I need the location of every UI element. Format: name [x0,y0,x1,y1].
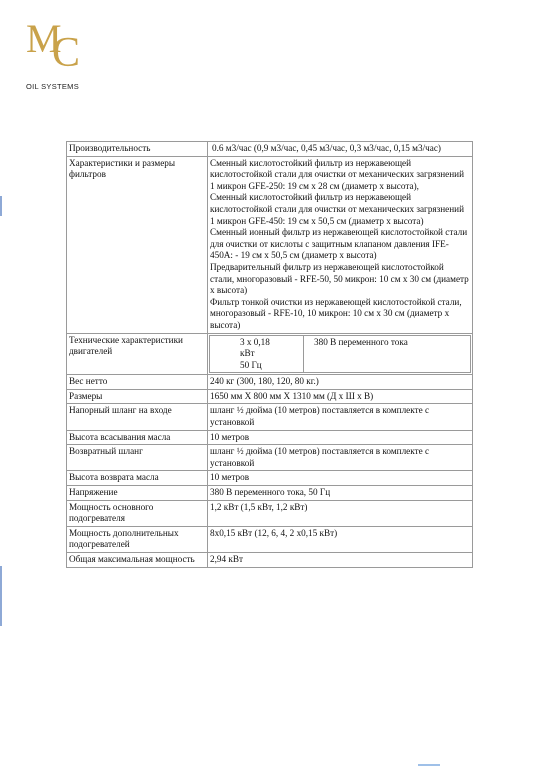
table-row [67,389,473,404]
filters-list [208,156,473,333]
spec-value: 1650 мм Х 800 мм Х 1310 мм (Д х Ш х В) [208,389,473,404]
motor-specs [208,333,473,375]
spec-value: 8х0,15 кВт (12, 6, 4, 2 х0,15 кВт) [208,526,473,552]
table-row [67,500,473,526]
spec-value: шланг ½ дюйма (10 метров) поставляется в комплекте с установкой [208,445,473,471]
table-row [67,333,473,375]
motor-power: 3 х 0,18 кВт 50 Гц [210,335,304,373]
filter-item: Сменный кислотостойкий фильтр из нержавеющей кислотостойкой стали для очистки от механических загрязнений 1 микрон GFE-250: 19 см х 28 см (диаметр х высота), [210,157,465,191]
spec-label: Вес нетто [67,375,208,390]
table-row [67,445,473,471]
table-row [67,471,473,486]
spec-value: 10 метров [208,471,473,486]
left-edge-mark [0,566,2,626]
bottom-edge-mark [418,764,440,766]
spec-label: Технические характеристики двигателей [67,333,208,375]
spec-label: Мощность основного подогревателя [67,500,208,526]
spec-value: 240 кг (300, 180, 120, 80 кг.) [208,375,473,390]
motor-subtable [209,335,471,374]
table-row [67,404,473,430]
table-row [67,156,473,333]
mc-monogram-logo [22,12,94,68]
spec-label: Напряжение [67,486,208,501]
spec-label: Производительность [67,142,208,157]
spec-label: Мощность дополнительных подогревателей [67,526,208,552]
spec-label: Возвратный шланг [67,445,208,471]
spec-value: 2,94 кВт [208,553,473,568]
table-row [67,486,473,501]
table-row [67,430,473,445]
spec-label: Высота всасывания масла [67,430,208,445]
spec-value: 0.6 м3/час (0,9 м3/час, 0,45 м3/час, 0,3 м3/час, 0,15 м3/час) [208,142,473,157]
filter-item: Предварительный фильтр из нержавеющей кислотостойкой стали, многоразовый - RFE-50, 50 микрон: 10 см х 30 см (диаметр х высота) [210,261,469,296]
spec-label: Напорный шланг на входе [67,404,208,430]
spec-value: шланг ½ дюйма (10 метров) поставляется в комплекте с установкой [208,404,473,430]
spec-value: 380 В переменного тока, 50 Гц [208,486,473,501]
spec-label: Высота возврата масла [67,471,208,486]
table-row [67,375,473,390]
spec-value: 10 метров [208,430,473,445]
filter-item: Фильтр тонкой очистки из нержавеющей кислотостойкой стали, многоразовый - RFE-10, 10 микрон: 10 см х 30 см (диаметр х высота) [210,296,462,330]
spec-label: Характеристики и размеры фильтров [67,156,208,333]
table-row [67,526,473,552]
svg-text:C: C [52,30,81,68]
left-edge-mark [0,196,2,216]
logo-subtitle: OIL SYSTEMS [26,82,80,91]
table-row [67,142,473,157]
spec-value: 1,2 кВт (1,5 кВт, 1,2 кВт) [208,500,473,526]
svg-text:M: M [26,16,62,61]
table-row [67,553,473,568]
company-logo [22,12,94,91]
spec-label: Размеры [67,389,208,404]
motor-voltage: 380 В переменного тока [304,335,471,373]
specifications-table [66,141,473,568]
filter-item: Сменный кислотостойкий фильтр из нержавеющей кислотостойкой стали для очистки от механических загрязнений 1 микрон GFE-450: 19 см х 50,5 см (диаметр х высота) [210,192,465,226]
filter-item: Сменный ионный фильтр из нержавеющей кислотостойкой стали для очистки от кислоты с защитным клапаном давления IFE-450A: - 19 см х 50,5 см (диаметр х высота) [210,227,468,261]
spec-label: Общая максимальная мощность [67,553,208,568]
